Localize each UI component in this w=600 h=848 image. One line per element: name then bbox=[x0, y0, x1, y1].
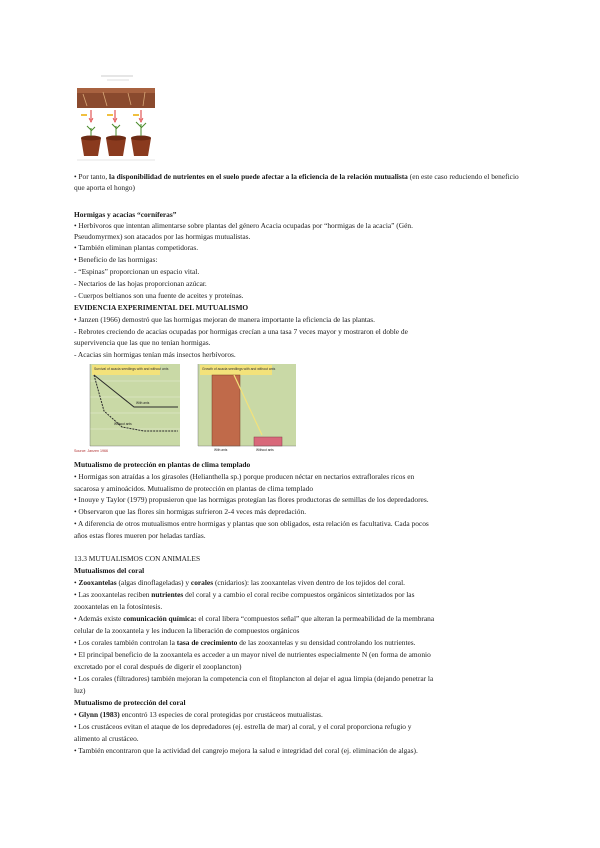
intro-rest: (en este caso reduciendo el beneficio que aporta el hongo) bbox=[74, 172, 519, 192]
coral-line bbox=[74, 637, 534, 648]
templado-line: • Hormigas son atraídas a los girasoles (Helianthella sp.) porque producen néctar en nectarios extraflorales ricos en bbox=[74, 472, 415, 481]
coral-heading: Mutualismos del coral bbox=[74, 566, 145, 575]
coral-line: zooxantelas en la fotosíntesis. bbox=[74, 602, 163, 611]
coral-bold: corales bbox=[190, 578, 214, 587]
evidencia-line: supervivencia que las que no tenían hormigas. bbox=[74, 338, 211, 347]
coral-line: celular de la zooxantela y les inducen la liberación de compuestos orgánicos bbox=[74, 626, 300, 635]
growth-chart bbox=[184, 361, 299, 456]
survival-chart bbox=[74, 361, 182, 456]
hormigas-line: - Cuerpos beltianos son una fuente de aceites y proteínas. bbox=[74, 291, 244, 300]
evidencia-line: - Rebrotes creciendo de acacias ocupadas por hormigas crecían a una tasa 7 veces mayor y mostraron el doble de bbox=[74, 327, 408, 336]
coral-text: del coral y a cambio el coral recibe compuestos orgánicos sintetizados por las bbox=[183, 590, 415, 599]
coral-text: • Además existe bbox=[74, 614, 124, 623]
hormigas-line: • Herbívoros que intentan alimentarse sobre plantas del género Acacia ocupadas por “hormigas de la acacia” (Gén. bbox=[74, 221, 413, 230]
proteccion-bold: Glynn (1983) bbox=[78, 710, 120, 719]
coral-text: (cnidarios): las zooxantelas viven dentro de los tejidos del coral. bbox=[213, 578, 405, 587]
coral-line: excretado por el coral después de digerir el zooplancton) bbox=[74, 662, 242, 671]
chart-source-caption: Source: Janzen 1966 bbox=[74, 449, 108, 453]
coral-bold: Zooxantelas bbox=[78, 578, 117, 587]
chart-panel bbox=[90, 364, 180, 446]
evidencia-line: • Janzen (1966) demostró que las hormigas mejoran de manera importante la eficiencia de las plantas. bbox=[74, 315, 375, 324]
series-label-without-ants: Without ants bbox=[114, 422, 132, 426]
intro-prefix: • Por tanto, bbox=[74, 172, 110, 181]
bar-label-without-ants: Without ants bbox=[256, 448, 274, 452]
hormigas-line: • Beneficio de las hormigas: bbox=[74, 255, 158, 264]
coral-line: • El principal beneficio de la zooxantela es acceder a un mayor nivel de nutrientes especialmente N (en forma de amonio bbox=[74, 650, 431, 659]
bar-with-ants bbox=[212, 375, 240, 446]
coral-line: • Los corales (filtradores) también mejoran la competencia con el fitoplancton al dejar el agua limpia (dejando penetrar la bbox=[74, 674, 434, 683]
bar-label-with-ants: With ants bbox=[214, 448, 228, 452]
intro-bold: la disponibilidad de nutrientes en el suelo puede afectar a la eficiencia de la relación mutualista bbox=[109, 172, 408, 181]
templado-line: • Inouye y Taylor (1979) propusieron que las hormigas protegían las flores productoras de semillas de los depredadores. bbox=[74, 495, 429, 504]
templado-line: años estas flores mueren por heladas tardías. bbox=[74, 531, 206, 540]
coral-bold: tasa de crecimiento bbox=[176, 638, 238, 647]
evidencia-heading: EVIDENCIA EXPERIMENTAL DEL MUTUALISMO bbox=[74, 303, 249, 312]
proteccion-line: • Glynn (1983) encontró 13 especies de coral protegidas por crustáceos mutualistas. bbox=[74, 710, 323, 719]
proteccion-text: encontró 13 especies de coral protegidas por crustáceos mutualistas. bbox=[119, 710, 323, 719]
bar-without-ants bbox=[254, 437, 282, 446]
templado-line: • Observaron que las flores sin hormigas sufrieron 2-4 veces más depredación. bbox=[74, 507, 307, 516]
mycorrhiza-pots-figure bbox=[73, 70, 159, 162]
hormigas-line: - Nectarios de las hojas proporcionan azúcar. bbox=[74, 279, 207, 288]
intro-paragraph bbox=[74, 171, 526, 193]
templado-line: sacarosa y aminoácidos. Mutualismo de protección en plantas de clima templado bbox=[74, 484, 314, 493]
proteccion-line: alimento al crustáceo. bbox=[74, 734, 139, 743]
coral-text: • Los corales también controlan la bbox=[74, 638, 177, 647]
coral-bold: nutrientes bbox=[151, 590, 184, 599]
coral-line bbox=[74, 613, 534, 624]
templado-line: • A diferencia de otros mutualismos entre hormigas y plantas que son obligados, esta relación es facultativa. Cada pocos bbox=[74, 519, 429, 528]
coral-text: de las zooxantelas y su densidad controlando los nutrientes. bbox=[237, 638, 416, 647]
hormigas-heading: Hormigas y acacias “corníferas” bbox=[74, 210, 177, 219]
coral-text: el coral libera “compuestos señal” que alteran la permeabilidad de la membrana bbox=[196, 614, 435, 623]
evidencia-line: - Acacias sin hormigas tenían más insectos herbívoros. bbox=[74, 350, 236, 359]
coral-text: • Las zooxantelas reciben bbox=[74, 590, 152, 599]
chart-title: Survival of acacia seedlings with and without ants bbox=[94, 367, 169, 371]
series-label-with-ants: With ants bbox=[136, 401, 150, 405]
coral-bold: comunicación química: bbox=[123, 614, 197, 623]
hormigas-line: - “Espinas” proporcionan un espacio vital. bbox=[74, 267, 200, 276]
coral-text: (algas dinoflageladas) y bbox=[116, 578, 191, 587]
proteccion-line: • También encontraron que la actividad del cangrejo mejora la salud e integridad del coral (ej. eliminación de algas). bbox=[74, 746, 418, 755]
hormigas-line: • También eliminan plantas competidoras. bbox=[74, 243, 199, 252]
section-heading: 13.3 MUTUALISMOS CON ANIMALES bbox=[74, 554, 201, 563]
proteccion-line: • Los crustáceos evitan el ataque de los depredadores (ej. estrella de mar) al coral, y el coral proporciona refugio y bbox=[74, 722, 412, 731]
coral-line: • Zooxantelas (algas dinoflageladas) y corales (cnidarios): las zooxantelas viven dentro de los tejidos del coral. bbox=[74, 578, 405, 587]
chart-title: Growth of acacia seedlings with and without ants bbox=[202, 367, 276, 371]
coral-line bbox=[74, 589, 534, 600]
templado-heading: Mutualismo de protección en plantas de clima templado bbox=[74, 460, 251, 469]
hormigas-line: Pseudomyrmex) son atacados por las hormigas mutualistas. bbox=[74, 232, 251, 241]
proteccion-heading: Mutualismo de protección del coral bbox=[74, 698, 186, 707]
coral-line: luz) bbox=[74, 686, 86, 695]
